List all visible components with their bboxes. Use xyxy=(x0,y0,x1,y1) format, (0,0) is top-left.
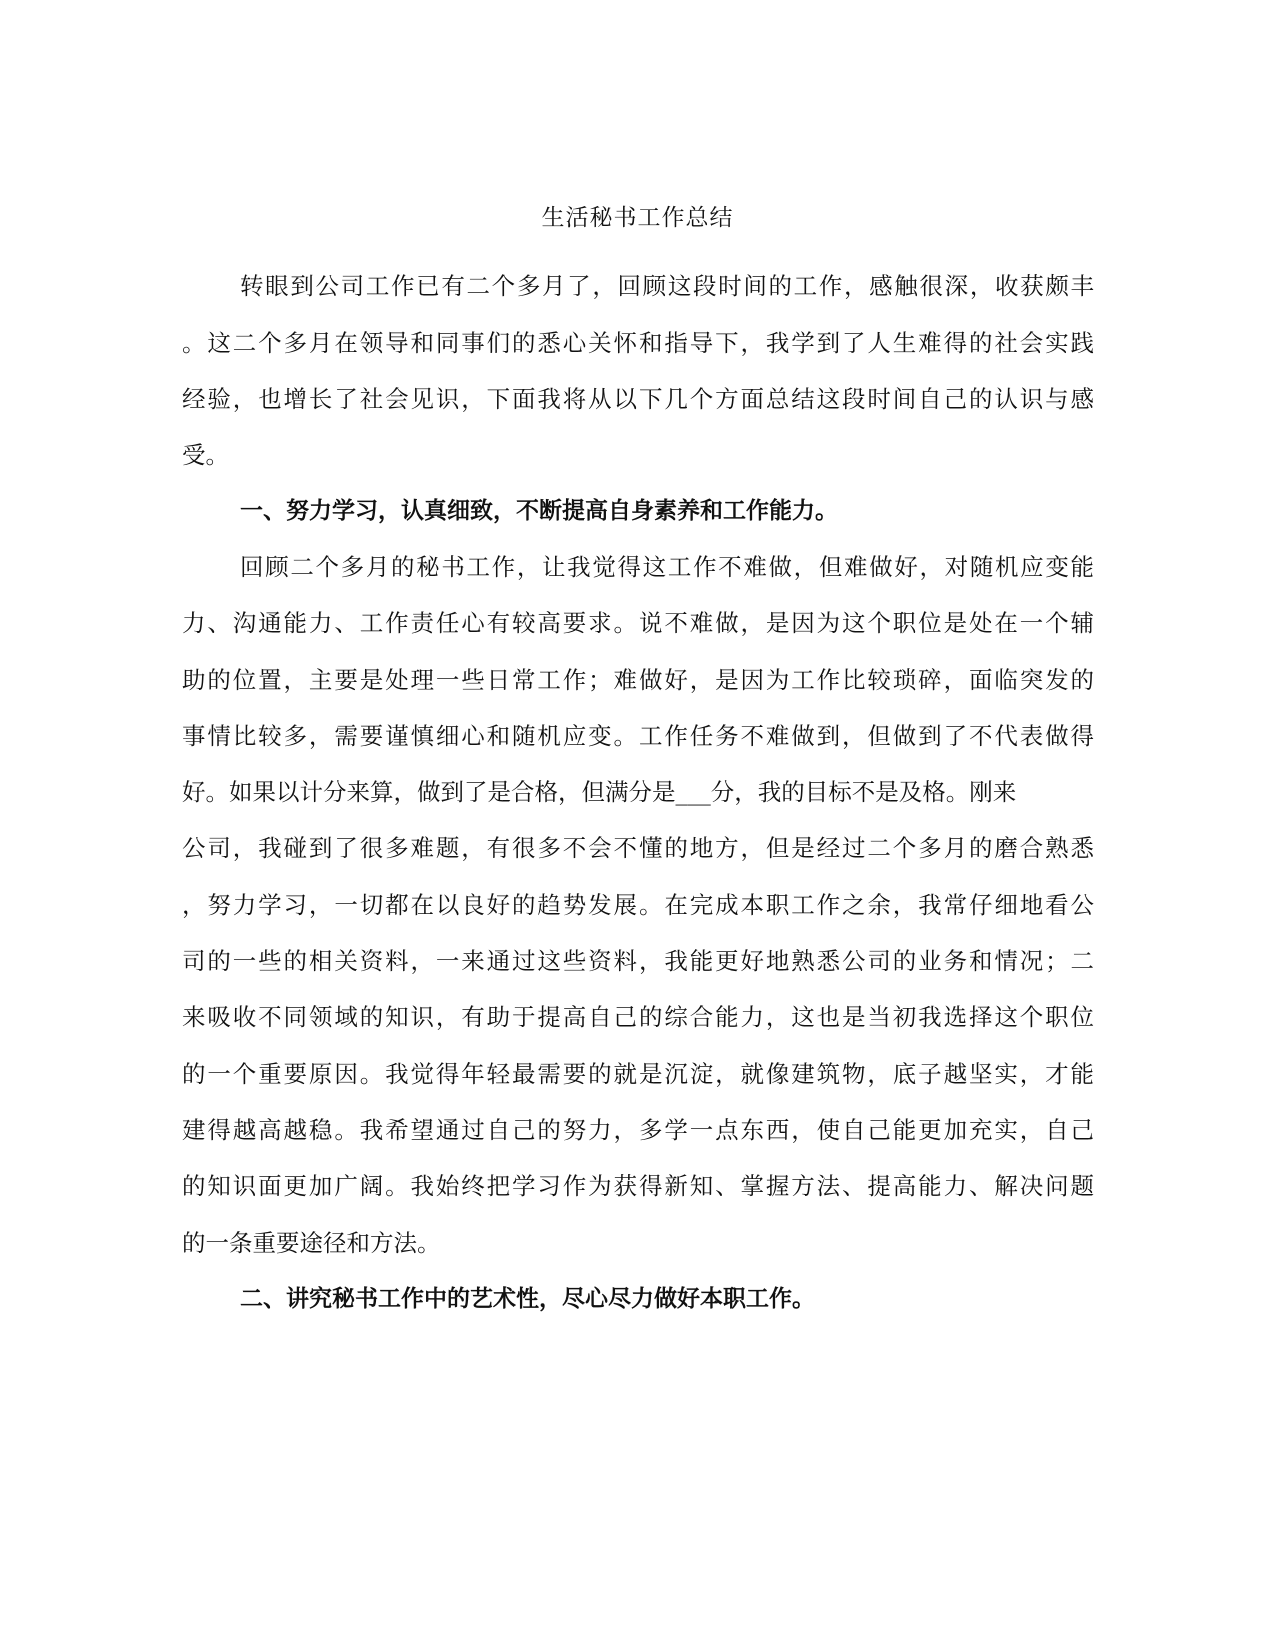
section1-line: 的一个重要原因。我觉得年轻最需要的就是沉淀，就像建筑物，底子越坚实，才能 xyxy=(182,1060,1094,1088)
section-heading-2: 二、讲究秘书工作中的艺术性，尽心尽力做好本职工作。 xyxy=(240,1286,815,1312)
section1-line: 事情比较多，需要谨慎细心和随机应变。工作任务不难做到，但做到了不代表做得 xyxy=(182,722,1094,750)
section1-line: 回顾二个多月的秘书工作，让我觉得这工作不难做，但难做好，对随机应变能 xyxy=(240,553,1094,581)
section1-line: 助的位置，主要是处理一些日常工作；难做好，是因为工作比较琐碎，面临突发的 xyxy=(182,666,1094,694)
document-title: 生活秘书工作总结 xyxy=(541,205,734,231)
section1-line: 建得越高越稳。我希望通过自己的努力，多学一点东西，使自己能更加充实，自己 xyxy=(182,1116,1094,1144)
section1-line: 的知识面更加广阔。我始终把学习作为获得新知、掌握方法、提高能力、解决问题 xyxy=(182,1172,1094,1200)
section1-line: ，努力学习，一切都在以良好的趋势发展。在完成本职工作之余，我常仔细地看公 xyxy=(182,891,1094,919)
section1-line: 力、沟通能力、工作责任心有较高要求。说不难做，是因为这个职位是处在一个辅 xyxy=(182,609,1094,637)
section1-line: 公司，我碰到了很多难题，有很多不会不懂的地方，但是经过二个多月的磨合熟悉 xyxy=(182,834,1094,862)
intro-line: 经验，也增长了社会见识，下面我将从以下几个方面总结这段时间自己的认识与感 xyxy=(182,385,1094,413)
intro-line: 受。 xyxy=(182,441,229,469)
section-heading-1: 一、努力学习，认真细致，不断提高自身素养和工作能力。 xyxy=(240,498,838,524)
section1-line: 的一条重要途径和方法。 xyxy=(182,1229,441,1257)
section1-line: 来吸收不同领域的知识，有助于提高自己的综合能力，这也是当初我选择这个职位 xyxy=(182,1003,1094,1031)
section1-line: 司的一些的相关资料，一来通过这些资料，我能更好地熟悉公司的业务和情况；二 xyxy=(182,947,1094,975)
intro-line: 。这二个多月在领导和同事们的悉心关怀和指导下，我学到了人生难得的社会实践 xyxy=(182,329,1094,357)
intro-line: 转眼到公司工作已有二个多月了，回顾这段时间的工作，感触很深，收获颇丰 xyxy=(240,272,1094,300)
section1-line: 好。如果以计分来算，做到了是合格，但满分是___分，我的目标不是及格。刚来 xyxy=(182,778,1017,806)
